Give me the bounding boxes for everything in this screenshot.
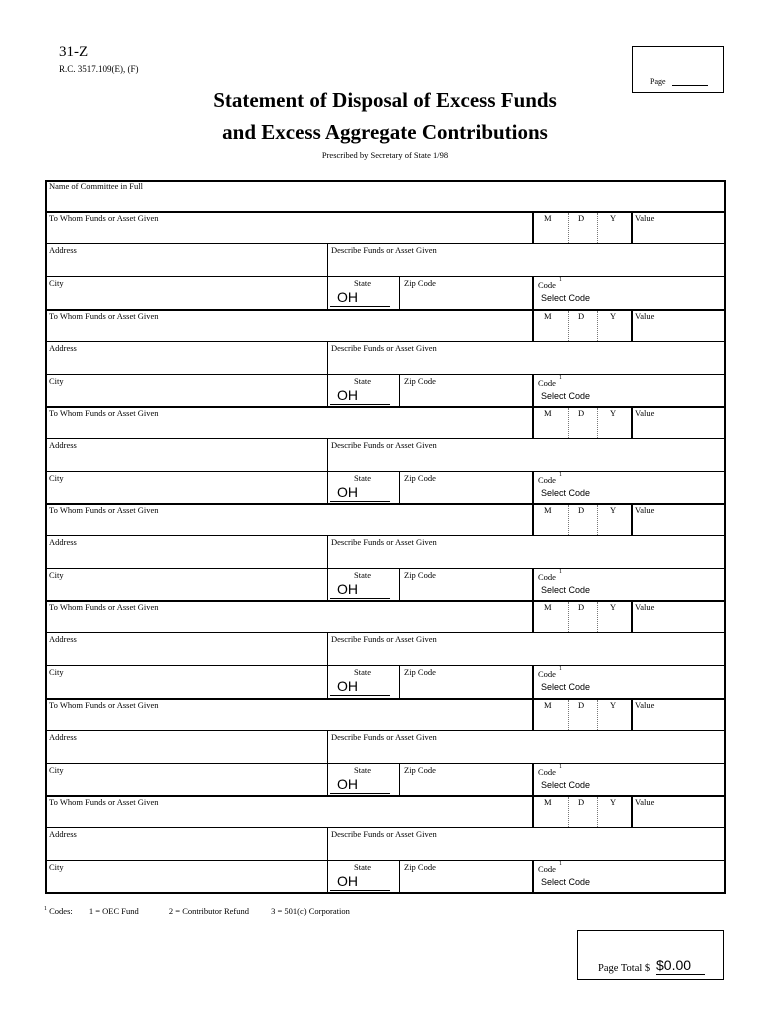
address-field[interactable] bbox=[48, 547, 324, 565]
state-field[interactable]: OH bbox=[337, 873, 358, 889]
code-select[interactable]: Select Code bbox=[541, 877, 591, 887]
day-field[interactable] bbox=[570, 223, 596, 241]
describe-column-divider bbox=[327, 341, 328, 407]
year-field[interactable] bbox=[599, 418, 629, 436]
value-field[interactable] bbox=[634, 807, 722, 825]
code-label: Code bbox=[538, 280, 556, 290]
to-whom-label: To Whom Funds or Asset Given bbox=[49, 505, 159, 515]
month-label: M bbox=[544, 797, 552, 807]
month-field[interactable] bbox=[534, 515, 566, 533]
recipient-name-field[interactable] bbox=[48, 612, 528, 630]
form-title bbox=[0, 84, 770, 148]
city-label: City bbox=[49, 862, 64, 872]
describe-label: Describe Funds or Asset Given bbox=[331, 537, 437, 547]
year-label: Y bbox=[610, 602, 617, 612]
day-label: D bbox=[578, 700, 585, 710]
describe-field[interactable] bbox=[330, 742, 722, 760]
form-number: 31-Z bbox=[59, 44, 89, 60]
month-label: M bbox=[544, 408, 552, 418]
value-column-divider bbox=[631, 211, 633, 243]
state-underline bbox=[330, 890, 390, 891]
code-label: Code bbox=[538, 864, 556, 874]
day-field[interactable] bbox=[570, 710, 596, 728]
entry-row-divider bbox=[45, 763, 726, 764]
value-label: Value bbox=[635, 408, 655, 418]
date-separator bbox=[597, 797, 598, 827]
month-label: M bbox=[544, 213, 552, 223]
month-field[interactable] bbox=[534, 612, 566, 630]
entry-row-divider bbox=[45, 632, 726, 633]
describe-column-divider bbox=[327, 438, 328, 504]
code-3-legend: 3 = 501(c) Corporation bbox=[271, 906, 350, 916]
month-field[interactable] bbox=[534, 807, 566, 825]
to-whom-label: To Whom Funds or Asset Given bbox=[49, 408, 159, 418]
describe-label: Describe Funds or Asset Given bbox=[331, 245, 437, 255]
page-total-field[interactable]: $0.00 bbox=[656, 957, 692, 973]
entry-row-divider bbox=[45, 827, 726, 828]
state-field[interactable]: OH bbox=[337, 581, 358, 597]
address-label: Address bbox=[49, 829, 77, 839]
value-column-divider bbox=[631, 795, 633, 827]
year-label: Y bbox=[610, 700, 617, 710]
address-label: Address bbox=[49, 537, 77, 547]
describe-field[interactable] bbox=[330, 547, 722, 565]
day-field[interactable] bbox=[570, 418, 596, 436]
state-label: State bbox=[354, 278, 371, 288]
describe-field[interactable] bbox=[330, 644, 722, 662]
month-field[interactable] bbox=[534, 321, 566, 339]
day-field[interactable] bbox=[570, 612, 596, 630]
month-label: M bbox=[544, 700, 552, 710]
value-field[interactable] bbox=[634, 515, 722, 533]
state-label: State bbox=[354, 376, 371, 386]
zip-label: Zip Code bbox=[404, 765, 436, 775]
month-field[interactable] bbox=[534, 223, 566, 241]
entry-row-divider bbox=[45, 568, 726, 569]
value-field[interactable] bbox=[634, 418, 722, 436]
zip-label: Zip Code bbox=[404, 667, 436, 677]
code-footnote-mark: 1 bbox=[559, 764, 562, 770]
address-field[interactable] bbox=[48, 839, 324, 857]
zip-column-divider bbox=[399, 665, 400, 698]
day-field[interactable] bbox=[570, 321, 596, 339]
zip-field[interactable] bbox=[402, 288, 528, 306]
code-footnote-mark: 1 bbox=[559, 569, 562, 575]
to-whom-label: To Whom Funds or Asset Given bbox=[49, 797, 159, 807]
date-separator bbox=[568, 797, 569, 827]
code-footnote-mark: 1 bbox=[559, 277, 562, 283]
address-field[interactable] bbox=[48, 255, 324, 273]
zip-field[interactable] bbox=[402, 775, 528, 793]
codes-footnote-mark: 1 bbox=[44, 906, 47, 913]
address-field[interactable] bbox=[48, 353, 324, 371]
recipient-name-field[interactable] bbox=[48, 710, 528, 728]
code-footnote-mark: 1 bbox=[559, 666, 562, 672]
state-underline bbox=[330, 306, 390, 307]
describe-field[interactable] bbox=[330, 353, 722, 371]
describe-label: Describe Funds or Asset Given bbox=[331, 343, 437, 353]
zip-column-divider bbox=[399, 276, 400, 309]
describe-column-divider bbox=[327, 632, 328, 698]
zip-label: Zip Code bbox=[404, 278, 436, 288]
zip-field[interactable] bbox=[402, 483, 528, 501]
code-footnote-mark: 1 bbox=[559, 375, 562, 381]
zip-label: Zip Code bbox=[404, 376, 436, 386]
page-total-underline bbox=[656, 974, 705, 975]
zip-column-divider bbox=[399, 763, 400, 796]
zip-column-divider bbox=[399, 568, 400, 601]
city-field[interactable] bbox=[48, 872, 324, 890]
code-footnote-mark: 1 bbox=[559, 472, 562, 478]
code-column-divider bbox=[532, 763, 534, 796]
page-total-label: Page Total $ bbox=[598, 963, 651, 974]
codes-label: Codes: bbox=[49, 906, 73, 916]
recipient-name-field[interactable] bbox=[48, 321, 528, 339]
date-separator bbox=[568, 408, 569, 438]
code-select[interactable]: Select Code bbox=[541, 488, 591, 498]
code-select[interactable]: Select Code bbox=[541, 391, 591, 401]
day-field[interactable] bbox=[570, 807, 596, 825]
state-underline bbox=[330, 793, 390, 794]
committee-name-field[interactable] bbox=[48, 192, 723, 210]
zip-label: Zip Code bbox=[404, 570, 436, 580]
year-field[interactable] bbox=[599, 223, 629, 241]
code-select[interactable]: Select Code bbox=[541, 682, 591, 692]
day-label: D bbox=[578, 213, 585, 223]
to-whom-label: To Whom Funds or Asset Given bbox=[49, 213, 159, 223]
address-label: Address bbox=[49, 245, 77, 255]
entry-row-divider bbox=[45, 341, 726, 342]
city-field[interactable] bbox=[48, 386, 324, 404]
value-field[interactable] bbox=[634, 321, 722, 339]
year-field[interactable] bbox=[599, 515, 629, 533]
value-label: Value bbox=[635, 602, 655, 612]
state-underline bbox=[330, 501, 390, 502]
zip-field[interactable] bbox=[402, 580, 528, 598]
zip-column-divider bbox=[399, 471, 400, 504]
describe-label: Describe Funds or Asset Given bbox=[331, 440, 437, 450]
value-field[interactable] bbox=[634, 612, 722, 630]
month-field[interactable] bbox=[534, 418, 566, 436]
zip-column-divider bbox=[399, 860, 400, 893]
recipient-name-field[interactable] bbox=[48, 515, 528, 533]
state-field[interactable]: OH bbox=[337, 289, 358, 305]
date-separator bbox=[597, 700, 598, 730]
page-label: Page bbox=[650, 77, 666, 86]
code-label: Code bbox=[538, 475, 556, 485]
zip-label: Zip Code bbox=[404, 473, 436, 483]
code-footnote-mark: 1 bbox=[559, 861, 562, 867]
month-field[interactable] bbox=[534, 710, 566, 728]
code-label: Code bbox=[538, 767, 556, 777]
year-label: Y bbox=[610, 311, 617, 321]
describe-field[interactable] bbox=[330, 839, 722, 857]
address-label: Address bbox=[49, 732, 77, 742]
entry-row-divider bbox=[45, 730, 726, 731]
city-field[interactable] bbox=[48, 677, 324, 695]
day-field[interactable] bbox=[570, 515, 596, 533]
entry-row-divider bbox=[45, 471, 726, 472]
zip-label: Zip Code bbox=[404, 862, 436, 872]
value-column-divider bbox=[631, 406, 633, 438]
year-label: Y bbox=[610, 505, 617, 515]
date-separator bbox=[568, 700, 569, 730]
value-column-divider bbox=[631, 309, 633, 341]
value-label: Value bbox=[635, 797, 655, 807]
date-separator bbox=[597, 602, 598, 632]
state-underline bbox=[330, 695, 390, 696]
describe-field[interactable] bbox=[330, 450, 722, 468]
code-label: Code bbox=[538, 378, 556, 388]
state-field[interactable]: OH bbox=[337, 776, 358, 792]
month-label: M bbox=[544, 311, 552, 321]
day-label: D bbox=[578, 311, 585, 321]
day-label: D bbox=[578, 797, 585, 807]
state-field[interactable]: OH bbox=[337, 678, 358, 694]
entry-row-divider bbox=[45, 438, 726, 439]
code-select[interactable]: Select Code bbox=[541, 293, 591, 303]
describe-label: Describe Funds or Asset Given bbox=[331, 732, 437, 742]
year-label: Y bbox=[610, 213, 617, 223]
code-1-legend: 1 = OEC Fund bbox=[88, 906, 139, 916]
city-label: City bbox=[49, 667, 64, 677]
month-label: M bbox=[544, 505, 552, 515]
date-separator bbox=[597, 505, 598, 535]
codes-legend bbox=[44, 906, 350, 916]
city-label: City bbox=[49, 278, 64, 288]
zip-field[interactable] bbox=[402, 386, 528, 404]
statute-reference: R.C. 3517.109(E), (F) bbox=[59, 64, 139, 74]
code-select[interactable]: Select Code bbox=[541, 585, 591, 595]
year-field[interactable] bbox=[599, 807, 629, 825]
entry-row-divider bbox=[45, 276, 726, 277]
to-whom-label: To Whom Funds or Asset Given bbox=[49, 700, 159, 710]
value-column-divider bbox=[631, 503, 633, 535]
code-column-divider bbox=[532, 276, 534, 309]
year-field[interactable] bbox=[599, 710, 629, 728]
date-separator bbox=[568, 213, 569, 243]
address-label: Address bbox=[49, 440, 77, 450]
code-column-divider bbox=[532, 471, 534, 504]
zip-field[interactable] bbox=[402, 677, 528, 695]
day-label: D bbox=[578, 505, 585, 515]
city-label: City bbox=[49, 570, 64, 580]
date-separator bbox=[597, 213, 598, 243]
value-column-divider bbox=[631, 600, 633, 632]
entry-row-divider bbox=[45, 665, 726, 666]
day-label: D bbox=[578, 602, 585, 612]
value-column-divider bbox=[631, 698, 633, 730]
zip-field[interactable] bbox=[402, 872, 528, 890]
describe-column-divider bbox=[327, 827, 328, 893]
code-column-divider bbox=[532, 860, 534, 893]
entry-row-divider bbox=[45, 535, 726, 536]
value-label: Value bbox=[635, 505, 655, 515]
committee-name-label: Name of Committee in Full bbox=[49, 181, 143, 191]
state-label: State bbox=[354, 570, 371, 580]
state-field[interactable]: OH bbox=[337, 484, 358, 500]
entry-row-divider bbox=[45, 374, 726, 375]
date-separator bbox=[597, 311, 598, 341]
entry-row-divider bbox=[45, 860, 726, 861]
city-label: City bbox=[49, 473, 64, 483]
date-separator bbox=[597, 408, 598, 438]
prescribed-by: Prescribed by Secretary of State 1/98 bbox=[321, 150, 449, 160]
describe-column-divider bbox=[327, 535, 328, 601]
zip-column-divider bbox=[399, 374, 400, 407]
year-label: Y bbox=[610, 408, 617, 418]
city-label: City bbox=[49, 765, 64, 775]
city-field[interactable] bbox=[48, 775, 324, 793]
day-label: D bbox=[578, 408, 585, 418]
date-separator bbox=[568, 311, 569, 341]
value-label: Value bbox=[635, 213, 655, 223]
to-whom-label: To Whom Funds or Asset Given bbox=[49, 602, 159, 612]
state-field[interactable]: OH bbox=[337, 387, 358, 403]
recipient-name-field[interactable] bbox=[48, 223, 528, 241]
describe-column-divider bbox=[327, 730, 328, 796]
value-field[interactable] bbox=[634, 223, 722, 241]
address-label: Address bbox=[49, 343, 77, 353]
title-line-1: Statement of Disposal of Excess Funds bbox=[213, 88, 557, 112]
address-field[interactable] bbox=[48, 742, 324, 760]
code-2-legend: 2 = Contributor Refund bbox=[168, 906, 250, 916]
describe-label: Describe Funds or Asset Given bbox=[331, 829, 437, 839]
city-field[interactable] bbox=[48, 483, 324, 501]
year-field[interactable] bbox=[599, 321, 629, 339]
code-column-divider bbox=[532, 665, 534, 698]
address-field[interactable] bbox=[48, 644, 324, 662]
value-label: Value bbox=[635, 700, 655, 710]
code-label: Code bbox=[538, 669, 556, 679]
state-label: State bbox=[354, 667, 371, 677]
date-separator bbox=[568, 602, 569, 632]
value-field[interactable] bbox=[634, 710, 722, 728]
city-field[interactable] bbox=[48, 288, 324, 306]
title-line-2: and Excess Aggregate Contributions bbox=[222, 120, 548, 144]
code-column-divider bbox=[532, 568, 534, 601]
date-separator bbox=[568, 505, 569, 535]
to-whom-label: To Whom Funds or Asset Given bbox=[49, 311, 159, 321]
code-select[interactable]: Select Code bbox=[541, 780, 591, 790]
state-underline bbox=[330, 598, 390, 599]
address-field[interactable] bbox=[48, 450, 324, 468]
state-label: State bbox=[354, 862, 371, 872]
state-label: State bbox=[354, 765, 371, 775]
state-label: State bbox=[354, 473, 371, 483]
year-label: Y bbox=[610, 797, 617, 807]
year-field[interactable] bbox=[599, 612, 629, 630]
state-underline bbox=[330, 404, 390, 405]
recipient-name-field[interactable] bbox=[48, 418, 528, 436]
value-label: Value bbox=[635, 311, 655, 321]
city-field[interactable] bbox=[48, 580, 324, 598]
month-label: M bbox=[544, 602, 552, 612]
recipient-name-field[interactable] bbox=[48, 807, 528, 825]
entry-row-divider bbox=[45, 243, 726, 244]
describe-label: Describe Funds or Asset Given bbox=[331, 634, 437, 644]
describe-column-divider bbox=[327, 243, 328, 309]
code-column-divider bbox=[532, 374, 534, 407]
address-label: Address bbox=[49, 634, 77, 644]
code-label: Code bbox=[538, 572, 556, 582]
describe-field[interactable] bbox=[330, 255, 722, 273]
city-label: City bbox=[49, 376, 64, 386]
